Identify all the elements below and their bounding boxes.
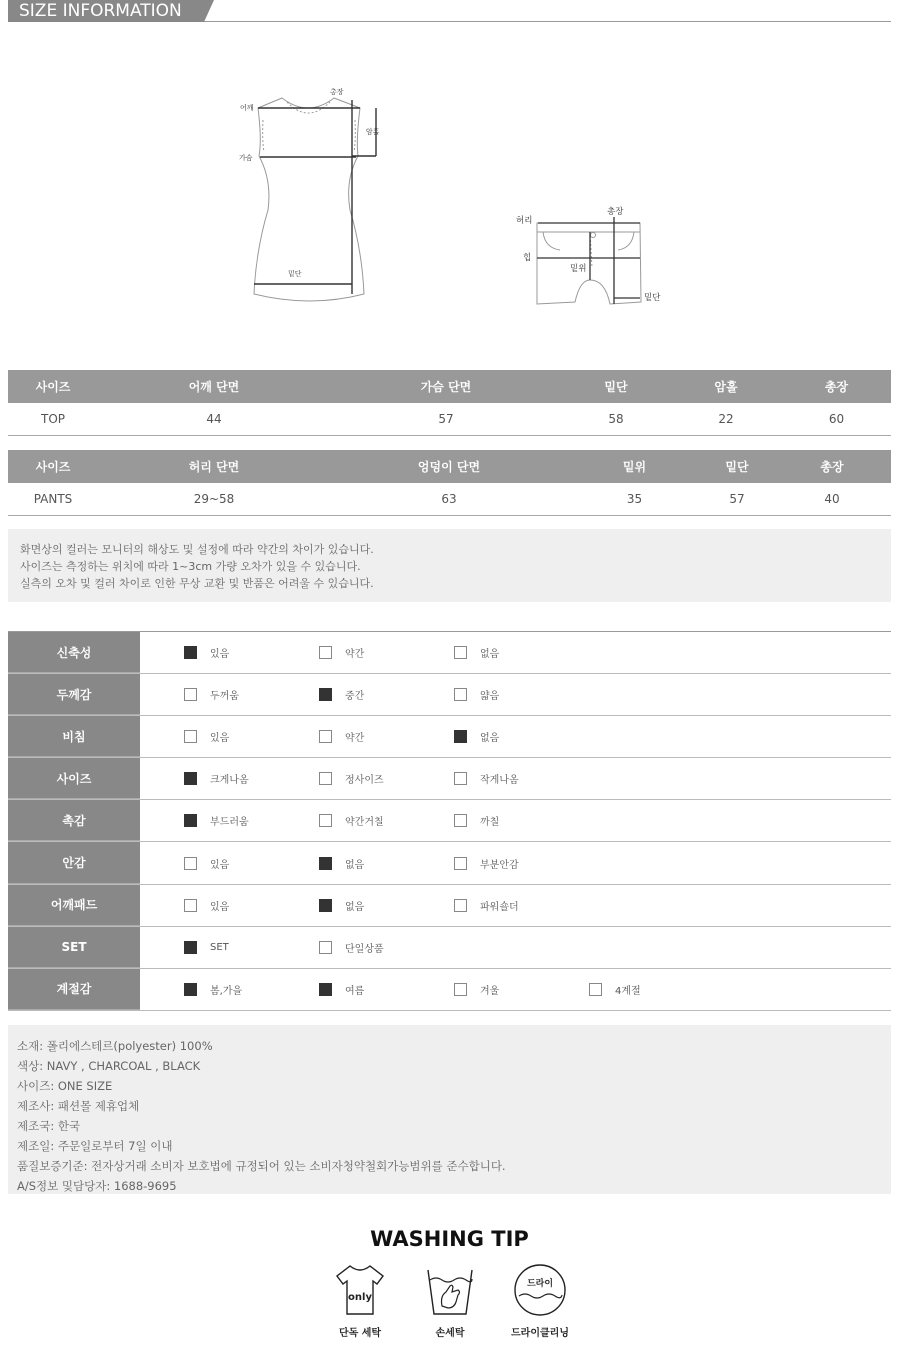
- feature-option: [319, 674, 364, 715]
- pants-label-length: 총장: [607, 207, 624, 217]
- feature-option: [184, 842, 229, 883]
- unchecked-box-icon: [184, 899, 197, 912]
- notice-line: 화면상의 컬러는 모니터의 해상도 및 설정에 따라 약간의 차이가 있습니다.: [20, 543, 374, 556]
- feature-option-label: 크게나옴: [210, 775, 249, 787]
- table-header: 암홀: [670, 370, 782, 403]
- feature-option: [184, 800, 249, 841]
- table-header: 밑단: [562, 370, 670, 403]
- unchecked-box-icon: [184, 688, 197, 701]
- feature-option-label: 정사이즈: [345, 775, 384, 787]
- table-header: 어깨 단면: [98, 370, 330, 403]
- notice-line: 실측의 오차 및 컬러 차이로 인한 무상 교환 및 반품은 어려울 수 있습니다.: [20, 577, 374, 590]
- unchecked-box-icon: [454, 857, 467, 870]
- feature-label: SET: [8, 927, 140, 968]
- table-cell: 57: [330, 403, 562, 435]
- feature-row: [8, 927, 891, 969]
- feature-option: [184, 885, 229, 926]
- info-line: 제조일: 주문일로부터 7일 이내: [17, 1139, 173, 1153]
- unchecked-box-icon: [454, 688, 467, 701]
- table-row: [8, 403, 891, 435]
- feature-row: [8, 674, 891, 716]
- feature-row: [8, 842, 891, 884]
- feature-option-label: 겨울: [480, 985, 500, 997]
- feature-option-label: 4계절: [615, 985, 641, 997]
- unchecked-box-icon: [454, 899, 467, 912]
- feature-row: [8, 800, 891, 842]
- feature-option: [184, 969, 242, 1010]
- table-header: 밑위: [568, 450, 701, 483]
- table-cell: 40: [773, 483, 891, 515]
- checked-box-icon: [184, 983, 197, 996]
- checked-box-icon: [184, 646, 197, 659]
- feature-option: [319, 969, 364, 1010]
- size-diagrams: [0, 80, 899, 320]
- top-label-armhole: 암홀: [366, 128, 380, 136]
- info-line: 제조사: 패션몰 제휴업체: [17, 1099, 140, 1113]
- feature-row: [8, 758, 891, 800]
- feature-option: [454, 800, 499, 841]
- table-header: 밑단: [701, 450, 773, 483]
- info-line: 사이즈: ONE SIZE: [17, 1079, 113, 1093]
- wash-item-dry: [504, 1262, 576, 1339]
- unchecked-box-icon: [454, 983, 467, 996]
- pants-label-hem: 밑단: [644, 293, 661, 303]
- table-header-row: [8, 370, 891, 403]
- table-cell: 35: [568, 483, 701, 515]
- unchecked-box-icon: [319, 730, 332, 743]
- table-header: 총장: [773, 450, 891, 483]
- feature-option-label: 얇음: [480, 691, 500, 703]
- pants-size-table: [8, 450, 891, 516]
- feature-option: [319, 716, 364, 757]
- feature-option: [454, 885, 519, 926]
- feature-option-label: 약간: [345, 649, 365, 661]
- table-header: 사이즈: [8, 370, 98, 403]
- feature-option-label: 까칠: [480, 817, 500, 829]
- feature-option: [454, 632, 499, 673]
- checked-box-icon: [184, 941, 197, 954]
- top-diagram: [254, 98, 364, 301]
- table-header: 총장: [782, 370, 891, 403]
- dry-clean-icon: [512, 1262, 568, 1318]
- feature-option: [454, 969, 499, 1010]
- checked-box-icon: [184, 772, 197, 785]
- feature-label: 어깨패드: [8, 885, 140, 926]
- table-header: 사이즈: [8, 450, 98, 483]
- feature-label: 두께감: [8, 674, 140, 715]
- top-label-hem: 밑단: [288, 270, 302, 278]
- feature-option: [319, 758, 384, 799]
- unchecked-box-icon: [454, 646, 467, 659]
- tshirt-inner-text: only: [348, 1292, 372, 1303]
- feature-option-label: 봄,가을: [210, 985, 243, 997]
- unchecked-box-icon: [184, 730, 197, 743]
- feature-option-label: 없음: [345, 901, 365, 913]
- tshirt-only-icon: [333, 1262, 387, 1318]
- feature-option-label: 없음: [480, 733, 500, 745]
- wash-label: 드라이클리닝: [511, 1328, 569, 1339]
- wash-label: 손세탁: [435, 1328, 465, 1339]
- pants-diagram: [537, 223, 641, 304]
- notice-line: 사이즈는 측정하는 위치에 따라 1~3cm 가량 오차가 있을 수 있습니다.: [20, 560, 361, 573]
- wash-item-separate: [324, 1262, 396, 1339]
- table-cell: 57: [701, 483, 773, 515]
- feature-option-label: 작게나옴: [480, 775, 519, 787]
- feature-row: [8, 969, 891, 1011]
- feature-option: [184, 927, 229, 968]
- feature-option: [589, 969, 641, 1010]
- feature-option-label: 약간거칠: [345, 817, 384, 829]
- feature-option-label: 있음: [210, 649, 230, 661]
- unchecked-box-icon: [319, 646, 332, 659]
- checked-box-icon: [454, 730, 467, 743]
- feature-option: [319, 885, 364, 926]
- checked-box-icon: [319, 688, 332, 701]
- checked-box-icon: [319, 983, 332, 996]
- feature-option-label: 부분안감: [480, 859, 519, 871]
- feature-row: [8, 632, 891, 674]
- table-cell: PANTS: [8, 483, 98, 515]
- table-cell: 44: [98, 403, 330, 435]
- feature-label: 계절감: [8, 969, 140, 1010]
- info-line: 색상: NAVY , CHARCOAL , BLACK: [17, 1059, 201, 1073]
- feature-option-label: 부드러움: [210, 817, 249, 829]
- feature-option-label: 있음: [210, 901, 230, 913]
- info-line: 품질보증기준: 전자상거래 소비자 보호법에 규정되어 있는 소비자청약철회가능범위를 준수합니다.: [17, 1159, 506, 1173]
- table-header: 가슴 단면: [330, 370, 562, 403]
- hand-wash-icon: [422, 1262, 478, 1318]
- feature-option-label: 여름: [345, 985, 365, 997]
- feature-row: [8, 716, 891, 758]
- feature-option: [184, 632, 229, 673]
- table-cell: 60: [782, 403, 891, 435]
- feature-option-label: 있음: [210, 859, 230, 871]
- info-line: 소재: 폴리에스테르(polyester) 100%: [17, 1039, 213, 1053]
- info-line: A/S정보 및담당자: 1688-9695: [17, 1179, 177, 1193]
- feature-option-label: 없음: [345, 859, 365, 871]
- table-cell: 63: [330, 483, 568, 515]
- table-header-row: [8, 450, 891, 483]
- feature-option: [184, 758, 249, 799]
- feature-option: [184, 674, 239, 715]
- section-title: SIZE INFORMATION: [8, 0, 204, 22]
- feature-option-label: 두꺼움: [210, 691, 239, 703]
- feature-option-label: 파워숄더: [480, 901, 519, 913]
- feature-option-label: 중간: [345, 691, 365, 703]
- checked-box-icon: [319, 899, 332, 912]
- pants-label-waist: 허리: [516, 216, 533, 226]
- feature-option: [319, 632, 364, 673]
- feature-option-label: SET: [210, 941, 229, 953]
- unchecked-box-icon: [589, 983, 602, 996]
- feature-label: 사이즈: [8, 758, 140, 799]
- table-cell: 58: [562, 403, 670, 435]
- table-cell: TOP: [8, 403, 98, 435]
- unchecked-box-icon: [319, 772, 332, 785]
- size-notice: [8, 529, 891, 602]
- feature-option: [454, 674, 499, 715]
- unchecked-box-icon: [454, 814, 467, 827]
- unchecked-box-icon: [184, 857, 197, 870]
- feature-option: [454, 842, 519, 883]
- dry-inner-text: 드라이: [526, 1279, 554, 1289]
- product-info: [8, 1025, 891, 1194]
- feature-option-label: 단일상품: [345, 943, 384, 955]
- unchecked-box-icon: [319, 814, 332, 827]
- checked-box-icon: [319, 857, 332, 870]
- washing-tip: [0, 1226, 899, 1345]
- top-label-shoulder: 어깨: [240, 104, 254, 112]
- info-line: 제조국: 한국: [17, 1119, 81, 1133]
- table-cell: 22: [670, 403, 782, 435]
- table-row: [8, 483, 891, 515]
- feature-option: [319, 842, 364, 883]
- table-header: 엉덩이 단면: [330, 450, 568, 483]
- fabric-feature-table: [8, 631, 891, 1011]
- feature-option-label: 없음: [480, 649, 500, 661]
- feature-row: [8, 885, 891, 927]
- top-size-table: [8, 370, 891, 436]
- feature-label: 비침: [8, 716, 140, 757]
- feature-label: 안감: [8, 842, 140, 883]
- feature-option: [454, 758, 519, 799]
- feature-option: [184, 716, 229, 757]
- checked-box-icon: [184, 814, 197, 827]
- feature-option: [319, 927, 384, 968]
- feature-option: [454, 716, 499, 757]
- wash-item-hand: [414, 1262, 486, 1339]
- feature-option-label: 약간: [345, 733, 365, 745]
- wash-label: 단독 세탁: [338, 1328, 382, 1339]
- feature-label: 촉감: [8, 800, 140, 841]
- washing-title: WASHING TIP: [370, 1227, 529, 1251]
- feature-option: [319, 800, 384, 841]
- pants-label-rise: 밑위: [570, 264, 587, 274]
- section-title-bar: [8, 0, 891, 22]
- top-label-length: 총장: [330, 88, 344, 96]
- unchecked-box-icon: [454, 772, 467, 785]
- top-label-chest: 가슴: [239, 154, 253, 162]
- feature-label: 신축성: [8, 632, 140, 673]
- pants-label-hip: 힙: [523, 253, 532, 263]
- feature-option-label: 있음: [210, 733, 230, 745]
- unchecked-box-icon: [319, 941, 332, 954]
- table-header: 허리 단면: [98, 450, 330, 483]
- table-cell: 29~58: [98, 483, 330, 515]
